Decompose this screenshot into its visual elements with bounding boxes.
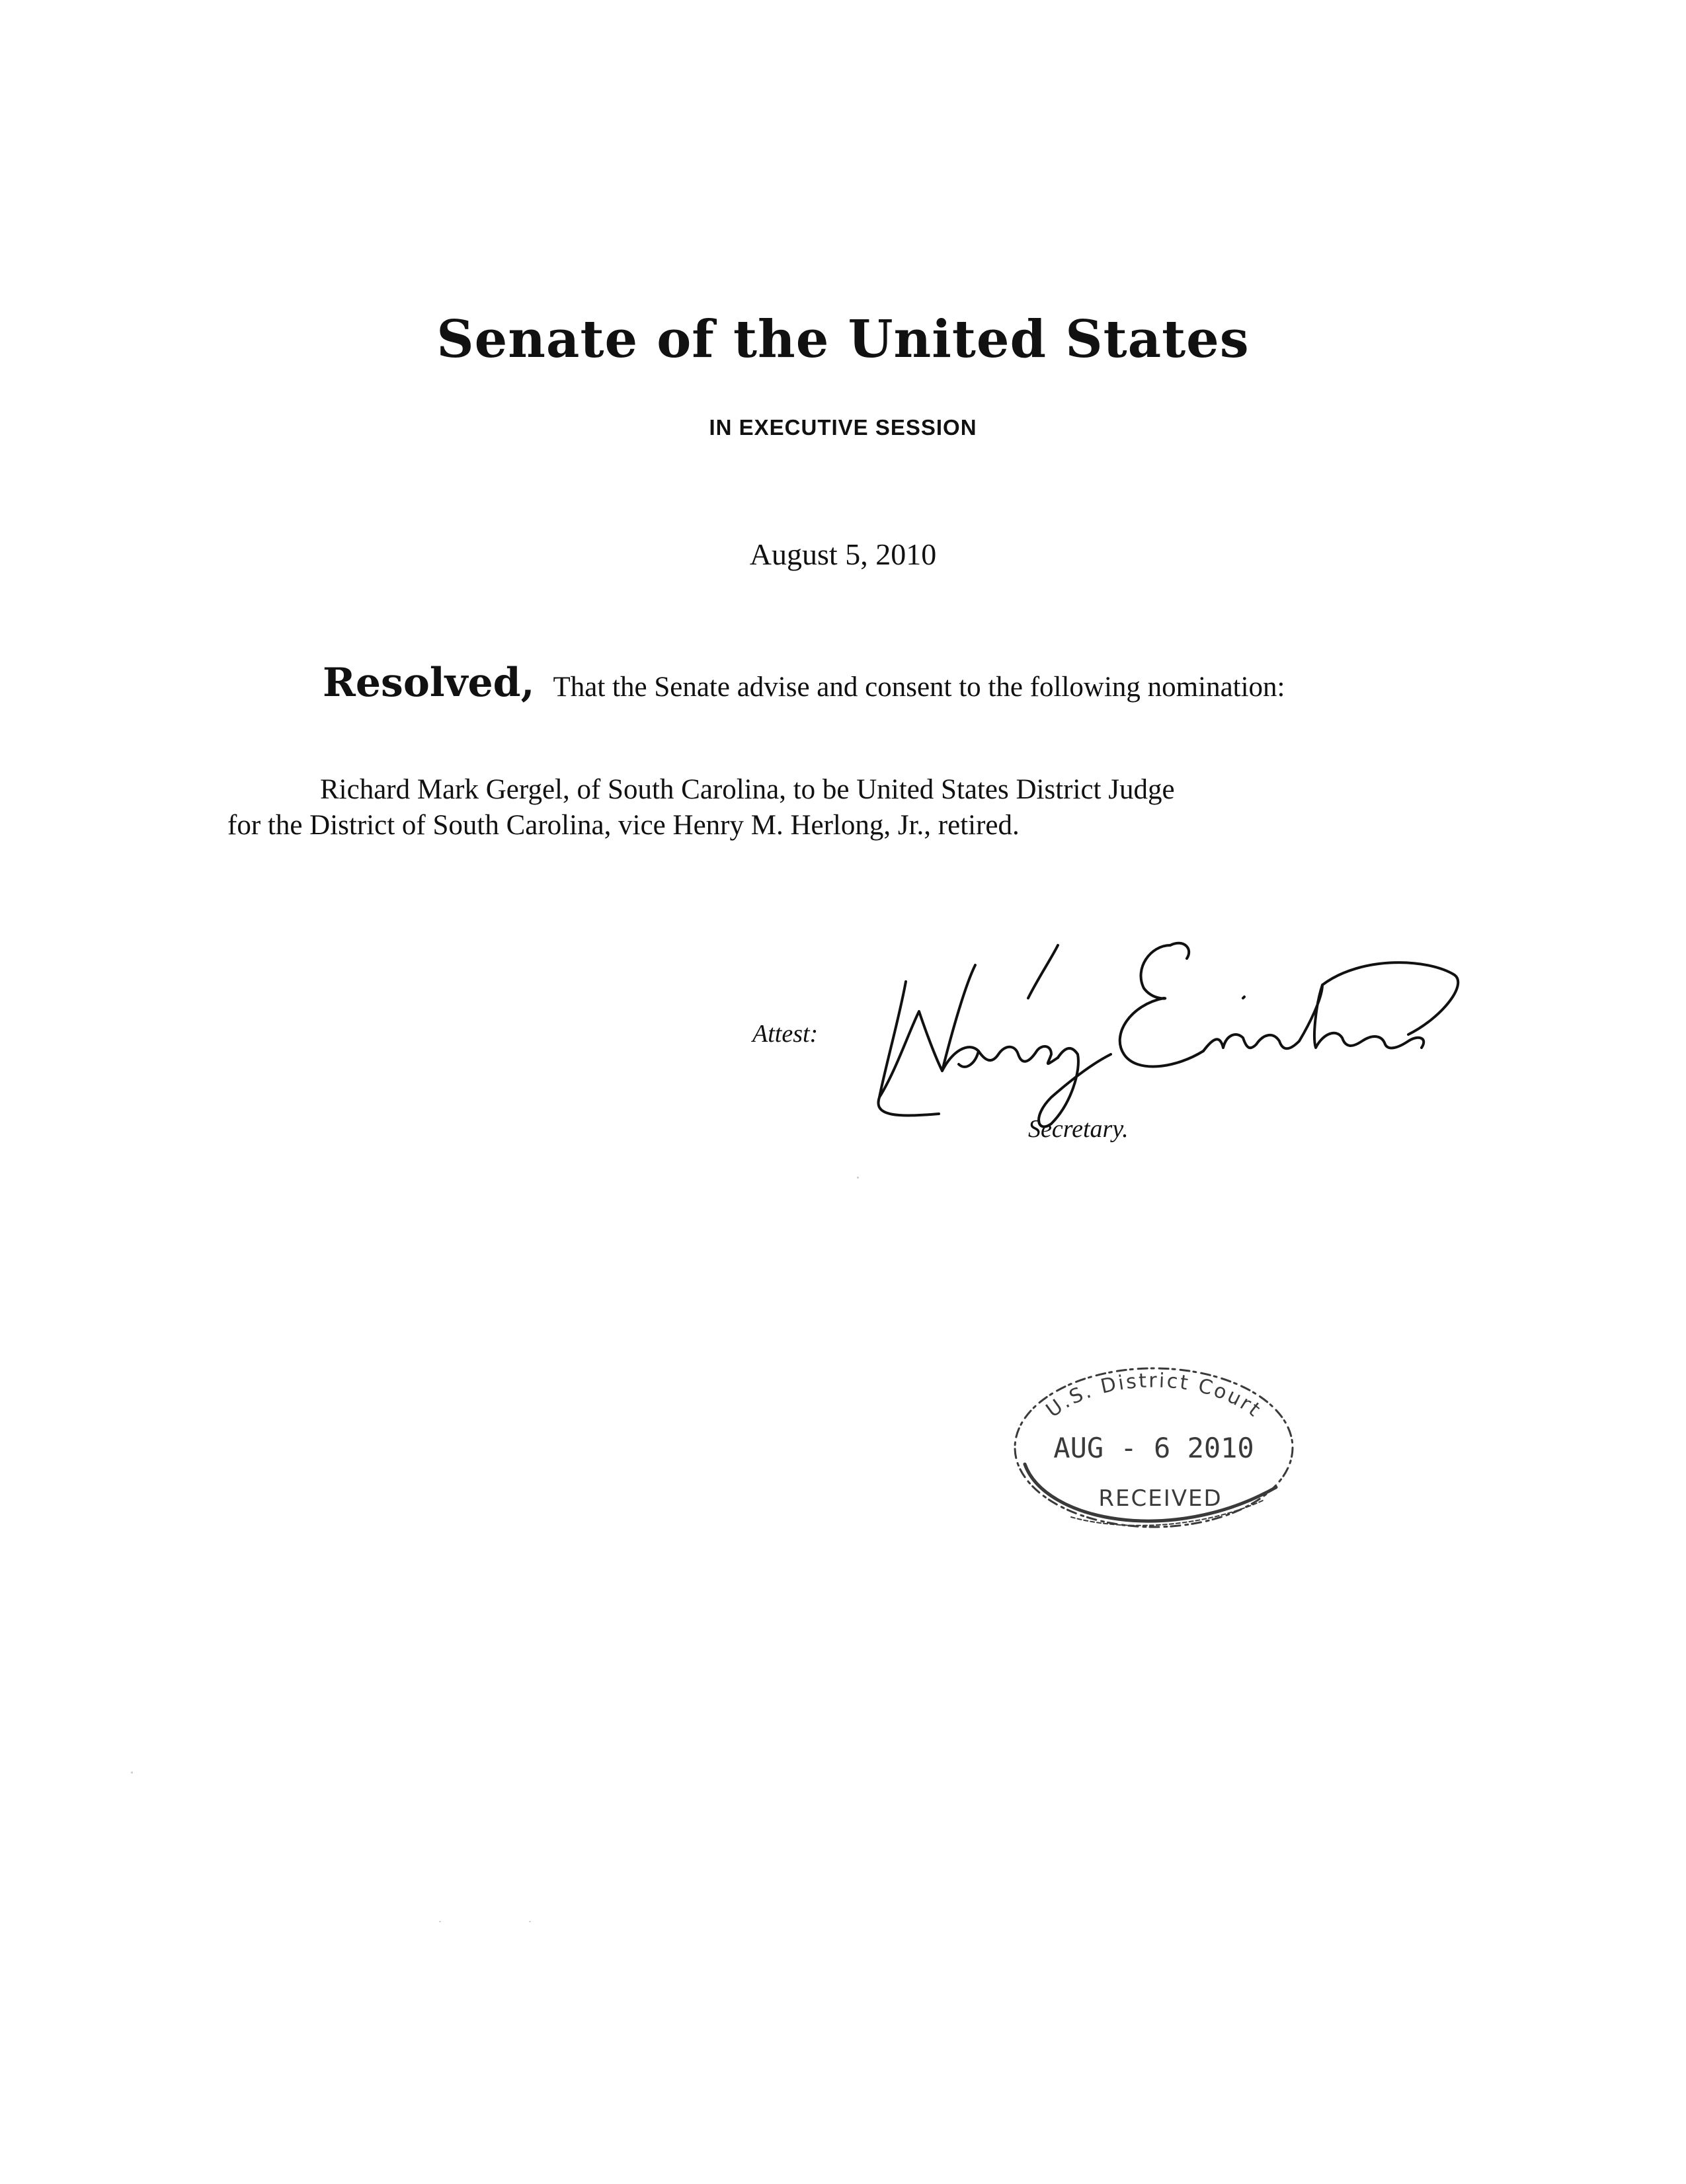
session-label: IN EXECUTIVE SESSION bbox=[709, 415, 977, 440]
resolution-text: That the Senate advise and consent to the following nomination: bbox=[553, 672, 1285, 703]
svg-text:U.S. District Court bbox=[1042, 1369, 1266, 1422]
document-date: August 5, 2010 bbox=[749, 537, 937, 571]
scan-speck bbox=[857, 1177, 859, 1179]
page-title: Senate of the United States bbox=[436, 309, 1250, 370]
scan-speck bbox=[529, 1921, 531, 1922]
nomination-line-1: Richard Mark Gergel, of South Carolina, to be United States District Judge bbox=[320, 774, 1175, 805]
signature bbox=[860, 919, 1474, 1137]
attest-label: Attest: bbox=[752, 1020, 819, 1048]
resolved-word: Resolved, bbox=[323, 660, 535, 706]
secretary-label: Secretary. bbox=[1028, 1115, 1129, 1143]
received-stamp bbox=[998, 1348, 1309, 1547]
resolution-line bbox=[323, 660, 1285, 706]
stamp-date: AUG - 6 2010 bbox=[1053, 1432, 1254, 1464]
scan-speck bbox=[439, 1921, 441, 1922]
scan-speck bbox=[131, 1772, 133, 1774]
stamp-top-text: U.S. District Court bbox=[1041, 1369, 1266, 1423]
nomination-paragraph bbox=[227, 772, 1451, 843]
stamp-received-text: RECEIVED bbox=[1098, 1485, 1223, 1512]
nomination-line-2: for the District of South Carolina, vice Henry M. Herlong, Jr., retired. bbox=[227, 810, 1020, 841]
